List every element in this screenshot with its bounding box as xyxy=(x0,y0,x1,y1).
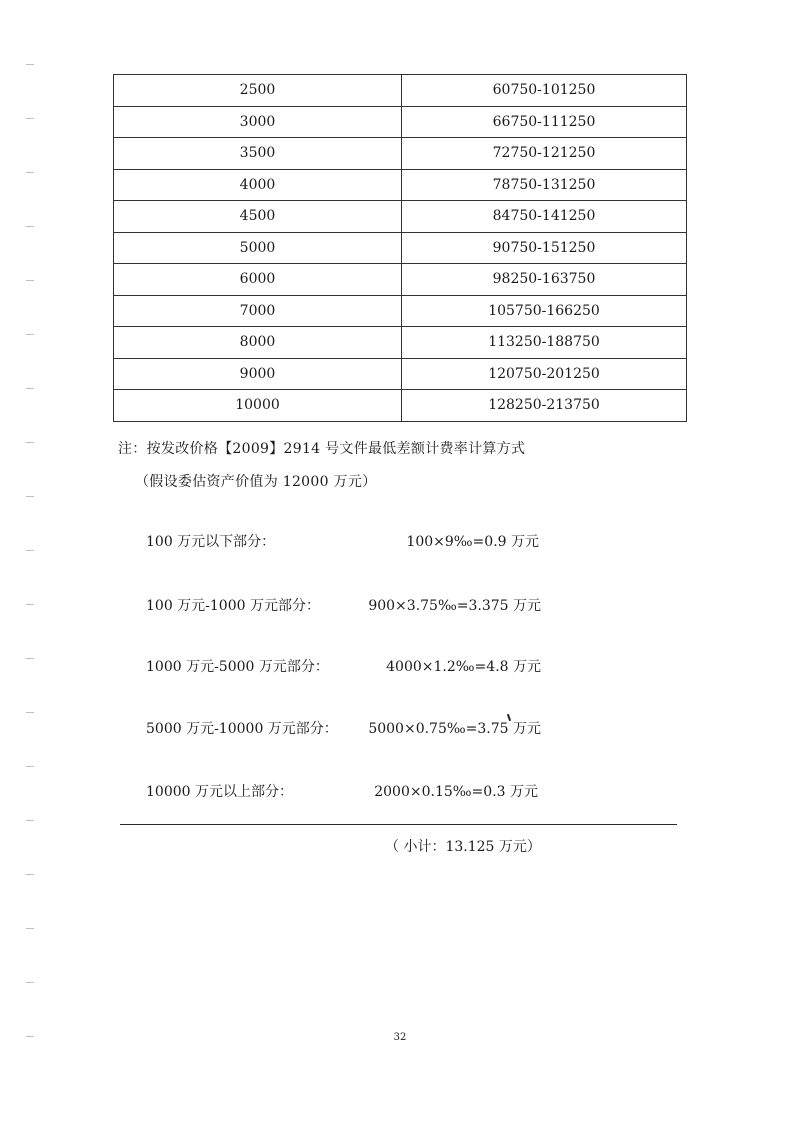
scan-edge-mark xyxy=(26,658,34,659)
scan-edge-mark xyxy=(26,226,34,227)
scan-edge-mark xyxy=(26,388,34,389)
scan-edge-mark xyxy=(26,64,34,65)
scan-edge-mark xyxy=(26,874,34,875)
fee-range-cell: 72750-121250 xyxy=(402,138,687,170)
calc-formula: 100×9‰=0.9 万元 xyxy=(406,534,539,550)
scan-edge-mark xyxy=(26,1036,34,1037)
asset-value-cell: 4500 xyxy=(114,201,402,233)
scan-edge-mark xyxy=(26,712,34,713)
table-row xyxy=(114,390,687,422)
scan-edge-mark xyxy=(26,442,34,443)
table-row xyxy=(114,169,687,201)
asset-value-cell: 2500 xyxy=(114,75,402,107)
fee-range-cell: 120750-201250 xyxy=(402,358,687,390)
page-number: 32 xyxy=(393,1032,407,1043)
table-row xyxy=(114,327,687,359)
asset-value-cell: 3000 xyxy=(114,106,402,138)
scan-edge-mark xyxy=(26,172,34,173)
fee-range-cell: 98250-163750 xyxy=(402,264,687,296)
scan-edge-mark xyxy=(26,334,34,335)
scan-edge-mark xyxy=(26,118,34,119)
fee-range-cell: 60750-101250 xyxy=(402,75,687,107)
fee-range-cell: 78750-131250 xyxy=(402,169,687,201)
table-row xyxy=(114,264,687,296)
asset-value-cell: 5000 xyxy=(114,232,402,264)
asset-value-cell: 9000 xyxy=(114,358,402,390)
note-text: 注：按发改价格【2009】2914 号文件最低差额计费率计算方式 xyxy=(118,441,526,457)
asset-value-cell: 8000 xyxy=(114,327,402,359)
asset-value-cell: 6000 xyxy=(114,264,402,296)
scan-edge-mark xyxy=(26,820,34,821)
scan-edge-mark xyxy=(26,604,34,605)
asset-value-cell: 10000 xyxy=(114,390,402,422)
fee-range-cell: 90750-151250 xyxy=(402,232,687,264)
calc-label: 10000 万元以上部分： xyxy=(146,784,293,800)
fee-range-cell: 84750-141250 xyxy=(402,201,687,233)
fee-range-cell: 66750-111250 xyxy=(402,106,687,138)
asset-value-cell: 7000 xyxy=(114,295,402,327)
scan-edge-mark xyxy=(26,766,34,767)
scan-edge-mark xyxy=(26,280,34,281)
table-row xyxy=(114,106,687,138)
calc-label: 5000 万元-10000 万元部分： xyxy=(146,721,338,737)
calc-label: 1000 万元-5000 万元部分： xyxy=(146,659,329,675)
calc-label: 100 万元以下部分： xyxy=(146,534,276,550)
calc-label: 100 万元-1000 万元部分： xyxy=(146,598,320,614)
fee-table xyxy=(113,74,687,422)
asset-value-cell: 3500 xyxy=(114,138,402,170)
scan-edge-mark xyxy=(26,496,34,497)
scan-edge-mark xyxy=(26,550,34,551)
table-row xyxy=(114,232,687,264)
assumption-text: （假设委估资产价值为 12000 万元） xyxy=(135,474,377,490)
scan-edge-mark xyxy=(26,928,34,929)
divider-line xyxy=(120,824,677,825)
table-row xyxy=(114,201,687,233)
fee-range-cell: 113250-188750 xyxy=(402,327,687,359)
calc-formula: 2000×0.15‰=0.3 万元 xyxy=(374,784,538,800)
table-row xyxy=(114,138,687,170)
table-row xyxy=(114,358,687,390)
table-row xyxy=(114,75,687,107)
calc-formula: 900×3.75‰=3.375 万元 xyxy=(368,598,541,614)
calc-formula: 4000×1.2‰=4.8 万元 xyxy=(386,659,541,675)
subtotal-text: （ 小计：13.125 万元） xyxy=(385,839,541,855)
fee-range-cell: 128250-213750 xyxy=(402,390,687,422)
asset-value-cell: 4000 xyxy=(114,169,402,201)
scan-edge-mark xyxy=(26,982,34,983)
fee-range-cell: 105750-166250 xyxy=(402,295,687,327)
table-row xyxy=(114,295,687,327)
calc-formula: 5000×0.75‰=3.75 万元 xyxy=(368,721,541,737)
